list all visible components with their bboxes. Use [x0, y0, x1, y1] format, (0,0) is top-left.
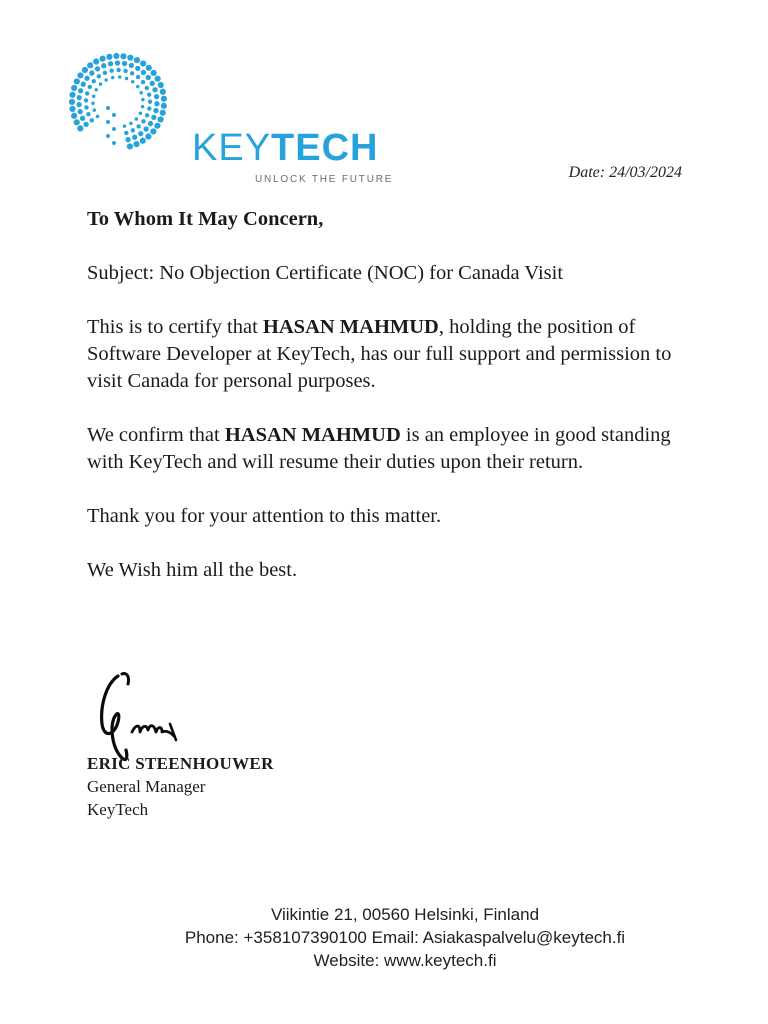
logo-dot — [78, 109, 83, 114]
logo-dot — [96, 115, 100, 119]
logo-dot — [151, 115, 156, 120]
logo-dot — [118, 75, 122, 79]
logo-dot — [150, 81, 155, 86]
logo-dot — [154, 94, 159, 99]
logo-dot — [90, 118, 94, 122]
logo-dot — [140, 60, 146, 66]
logo-dot — [130, 71, 134, 75]
logo-dot — [94, 88, 98, 92]
logo-dot — [69, 92, 75, 98]
logo-dot — [151, 70, 157, 76]
logo-dot — [147, 106, 151, 110]
logo-dot — [161, 103, 167, 109]
logo-dot — [100, 56, 106, 62]
logo-dot — [112, 127, 116, 131]
letter-date: Date: 24/03/2024 — [568, 164, 682, 181]
logo-dot — [87, 62, 93, 68]
logo-dot — [89, 70, 94, 75]
logo-dot — [108, 61, 113, 66]
logo-dot — [83, 122, 88, 127]
signer-block — [87, 752, 274, 821]
logo-dot — [160, 110, 166, 116]
logo-dot — [141, 98, 145, 102]
logo-dot — [123, 69, 127, 73]
logo-dot — [77, 125, 83, 131]
logo-dot — [111, 76, 115, 80]
logo-dot — [113, 53, 119, 59]
footer-website: Website: www.keytech.fi — [313, 951, 497, 970]
logo-dot — [127, 143, 133, 149]
logo-dot — [139, 111, 143, 115]
letter-body — [87, 206, 697, 611]
logo-dot — [157, 116, 163, 122]
logo-dot — [141, 80, 145, 84]
logo-dot — [125, 77, 129, 81]
logo-dot — [154, 123, 160, 129]
logo-dot — [115, 60, 120, 65]
logo-dot — [158, 82, 164, 88]
logo-dot — [138, 131, 143, 136]
logo-dot — [82, 67, 88, 73]
logo-dot — [84, 98, 88, 102]
logo-dot — [122, 61, 127, 66]
logo-dot — [106, 106, 110, 110]
logo-dot — [69, 99, 75, 105]
logo-dot — [92, 94, 96, 98]
logo-dot — [91, 101, 95, 105]
logo-dot — [99, 82, 103, 86]
logo-dot — [80, 116, 85, 121]
logo-dot — [145, 113, 149, 117]
paragraph-confirm — [87, 422, 697, 476]
logo-dot — [120, 53, 126, 59]
footer-contact: Phone: +358107390100 Email: Asiakaspalvelu@keytech.fi — [184, 928, 626, 947]
logo-dot — [95, 66, 100, 71]
logo-dot — [116, 68, 120, 72]
logo-dot — [84, 105, 88, 109]
logo-dot — [78, 88, 83, 93]
paragraph-certify-rest: , holding the position of Software Developer at KeyTech, has our full support and permission to visit Canada for personal purposes. — [87, 316, 672, 392]
logo-dot — [74, 119, 80, 125]
logo-dot — [129, 122, 133, 126]
logo-dot — [76, 102, 81, 107]
logo-dot — [125, 137, 130, 142]
logo-dot — [141, 119, 145, 123]
company-footer — [0, 903, 768, 972]
logo-dot — [161, 96, 167, 102]
logo-dot — [77, 95, 82, 100]
logo-dot — [93, 58, 99, 64]
logo-dot — [106, 54, 112, 60]
logo-dot — [153, 108, 158, 113]
logo-dot — [154, 101, 159, 106]
logo-dot — [145, 86, 149, 90]
footer-address: Viikintie 21, 00560 Helsinki, Finland — [270, 905, 540, 924]
logo-dot — [143, 126, 148, 131]
brand-name-light: KEY — [192, 127, 272, 169]
brand-name — [192, 128, 379, 168]
signer-title: General Manager — [87, 777, 206, 796]
logo-dot — [123, 124, 127, 128]
logo-dot — [132, 135, 137, 140]
logo-dot — [103, 71, 107, 75]
logo-dot — [69, 106, 75, 112]
logo-dot — [88, 85, 92, 89]
salutation: To Whom It May Concern, — [87, 208, 324, 230]
logo-dot — [131, 80, 135, 84]
logo-dot — [135, 117, 139, 121]
paragraph-certify-lead: This is to certify that — [87, 316, 263, 338]
logo-dot — [84, 76, 89, 81]
logo-dot — [109, 68, 113, 72]
logo-dot — [141, 105, 145, 109]
employee-name: HASAN MAHMUD — [224, 424, 401, 446]
logo-dot — [71, 85, 77, 91]
logo-dot — [127, 55, 133, 61]
logo-dot — [145, 133, 151, 139]
logo-dot — [77, 72, 83, 78]
company-logo — [62, 52, 422, 185]
logo-dot — [124, 131, 128, 135]
logo-dot — [136, 75, 140, 79]
logo-dot — [136, 124, 140, 128]
logo-dot — [86, 112, 90, 116]
logo-dot — [146, 65, 152, 71]
logo-dot — [148, 121, 153, 126]
logo-dot — [104, 78, 108, 82]
logo-dot — [92, 79, 96, 83]
paragraph-confirm-lead: We confirm that — [87, 424, 225, 446]
logo-dot — [97, 74, 101, 78]
logo-dot — [150, 128, 156, 134]
logo-dot — [147, 92, 151, 96]
logo-dot — [131, 128, 135, 132]
signer-company: KeyTech — [87, 800, 149, 819]
logo-dot — [93, 108, 97, 112]
logo-dot — [134, 57, 140, 63]
logo-dot — [141, 70, 146, 75]
logo-dot — [135, 66, 140, 71]
logo-dot — [85, 91, 89, 95]
brand-tagline: UNLOCK THE FUTURE — [255, 174, 394, 185]
logo-dot — [139, 91, 143, 95]
logo-dot — [112, 113, 116, 117]
logo-dot — [140, 138, 146, 144]
paragraph-thanks: Thank you for your attention to this matter. — [87, 505, 442, 527]
brand-name-bold: TECH — [271, 127, 379, 169]
logo-dot — [133, 141, 139, 147]
logo-dot — [106, 120, 110, 124]
logo-dot — [148, 99, 152, 103]
logo-dot — [152, 87, 157, 92]
paragraph-certify — [87, 314, 697, 395]
logo-dot — [81, 82, 86, 87]
signature-icon — [92, 666, 212, 766]
signer-name: ERIC STEENHOUWER — [87, 754, 274, 773]
employee-name: HASAN MAHMUD — [262, 316, 439, 338]
paragraph-wishes: We Wish him all the best. — [87, 559, 298, 581]
logo-dot — [146, 75, 151, 80]
logo-dot — [136, 85, 140, 89]
logo-dot — [106, 134, 110, 138]
logo-dot — [74, 78, 80, 84]
keytech-logo-icon — [62, 52, 174, 156]
logo-dot — [129, 63, 134, 68]
logo-dot — [155, 76, 161, 82]
logo-dot — [101, 63, 106, 68]
paragraph-confirm-rest: is an employee in good standing with KeyTech and will resume their duties upon their return. — [87, 424, 671, 473]
subject-line: Subject: No Objection Certificate (NOC) for Canada Visit — [87, 262, 564, 284]
logo-dot — [71, 113, 77, 119]
logo-dot — [112, 141, 116, 145]
logo-dot — [160, 89, 166, 95]
